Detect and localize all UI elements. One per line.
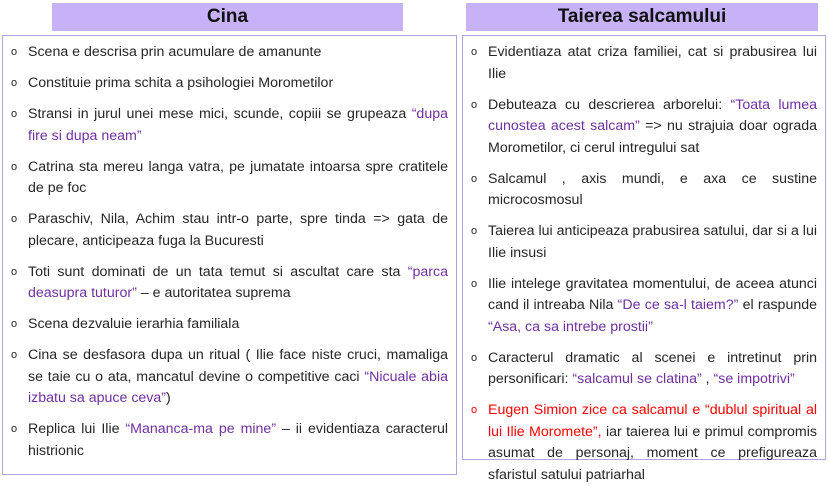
list-item xyxy=(471,400,817,486)
item-text: Constituie prima schita a psihologiei Morometilor xyxy=(28,75,334,91)
item-text: Debuteaza cu descrierea arborelui: xyxy=(488,96,731,113)
bullet-icon: o xyxy=(471,98,478,111)
left-column-title: Cina xyxy=(52,3,403,31)
list-item xyxy=(11,345,448,410)
item-text: Ilie intelege gravitatea momentului, de aceea atunci cand il intreaba Nila xyxy=(488,275,817,313)
bullet-icon: o xyxy=(471,277,478,290)
item-text: Scena e descrisa prin acumulare de amanunte xyxy=(28,44,322,60)
bullet-icon: o xyxy=(11,108,18,120)
quote-text: “De ce sa-l taiem?” xyxy=(617,297,739,313)
bullet-icon: o xyxy=(11,318,18,330)
quote-text: “se impotrivi” xyxy=(713,371,795,387)
quote-text: “salcamul se clatina” xyxy=(572,371,702,387)
bullet-icon: o xyxy=(11,160,18,173)
item-text: Toti sunt dominati de un tata temut si ascultat care sta xyxy=(28,263,408,280)
list-item xyxy=(471,274,817,339)
item-text: Salcamul , axis mundi, e axa ce sustine microcosmosul xyxy=(488,170,817,208)
bullet-icon: o xyxy=(11,46,18,58)
list-item xyxy=(471,95,817,160)
left-content-box xyxy=(2,35,457,475)
bullet-icon: o xyxy=(471,172,478,185)
list-item xyxy=(11,157,448,200)
list-item xyxy=(11,42,448,64)
item-text: Evidentiaza atat criza familiei, cat si prabusirea lui Ilie xyxy=(488,44,817,82)
bullet-icon: o xyxy=(471,225,478,237)
list-item xyxy=(11,262,448,305)
item-text: – ii evidentiaza caracterul histrionic xyxy=(28,421,448,459)
bullet-icon: o xyxy=(471,404,478,416)
quote-text: “dupa fire si dupa neam” xyxy=(28,106,448,144)
quote-text: “Toata lumea cunostea acest salcam” xyxy=(488,96,818,134)
bullet-icon: o xyxy=(11,77,18,89)
item-text: Replica lui Ilie xyxy=(28,421,126,437)
list-item xyxy=(11,314,448,336)
item-text: Taierea lui anticipeaza prabusirea satului, dar si a lui Ilie insusi xyxy=(488,223,817,261)
list-item xyxy=(11,73,448,95)
bullet-icon: o xyxy=(11,213,18,225)
bullet-icon: o xyxy=(471,46,478,58)
list-item xyxy=(11,419,448,462)
list-item xyxy=(11,209,448,252)
right-column-title: Taierea salcamului xyxy=(466,3,818,31)
item-text: => nu strajuia doar ograda Morometilor, ci cerul intregului sat xyxy=(488,118,817,156)
quote-text: “Nicuale abia izbatu sa apuce ceva” xyxy=(28,368,448,406)
quote-text: “Mananca-ma pe mine” xyxy=(125,421,277,437)
item-text: Caracterul dramatic al scenei e intretinut prin personificari: xyxy=(488,349,817,387)
item-text: Paraschiv, Nila, Achim stau intr-o parte, spre tinda => gata de plecare, anticipeaza fuga la Bucuresti xyxy=(28,211,448,249)
right-bullet-list xyxy=(471,42,817,486)
quote-text: “parca deasupra tuturor” xyxy=(28,263,448,301)
list-item xyxy=(471,348,817,391)
list-item xyxy=(471,169,817,212)
item-text: Catrina sta mereu langa vatra, pe jumatate intoarsa spre cratitele de pe foc xyxy=(28,158,448,196)
item-text: Scena dezvaluie ierarhia familiala xyxy=(28,316,240,332)
list-item xyxy=(471,42,817,85)
item-text: – e autoritatea suprema xyxy=(136,285,291,301)
list-item xyxy=(471,221,817,264)
bullet-icon: o xyxy=(11,265,18,278)
bullet-icon: o xyxy=(11,423,18,435)
list-item xyxy=(11,104,448,147)
item-text: Stransi in jurul unei mese mici, scunde, copiii se grupeaza xyxy=(28,106,412,122)
right-content-box xyxy=(462,35,826,483)
quote-text: “Asa, ca sa intrebe prostii” xyxy=(488,318,653,335)
item-text: Cina se desfasora dupa un ritual ( Ilie face niste cruci, mamaliga se taie cu o ata, mancatul devine o competitive caci xyxy=(28,347,448,385)
bullet-icon: o xyxy=(11,349,18,361)
bullet-icon: o xyxy=(471,351,478,364)
item-text: ) xyxy=(166,390,171,406)
quote-text: Eugen Simion zice ca salcamul e “dublul spiritual al lui Ilie Moromete”, xyxy=(488,402,817,440)
item-text: , xyxy=(701,371,714,387)
left-bullet-list xyxy=(11,42,448,462)
item-text: iar taierea lui e primul compromis asumat de personaj, moment ce prefigureaza sfaristul satului patriarhal xyxy=(488,423,817,483)
item-text: el raspunde xyxy=(738,297,818,313)
